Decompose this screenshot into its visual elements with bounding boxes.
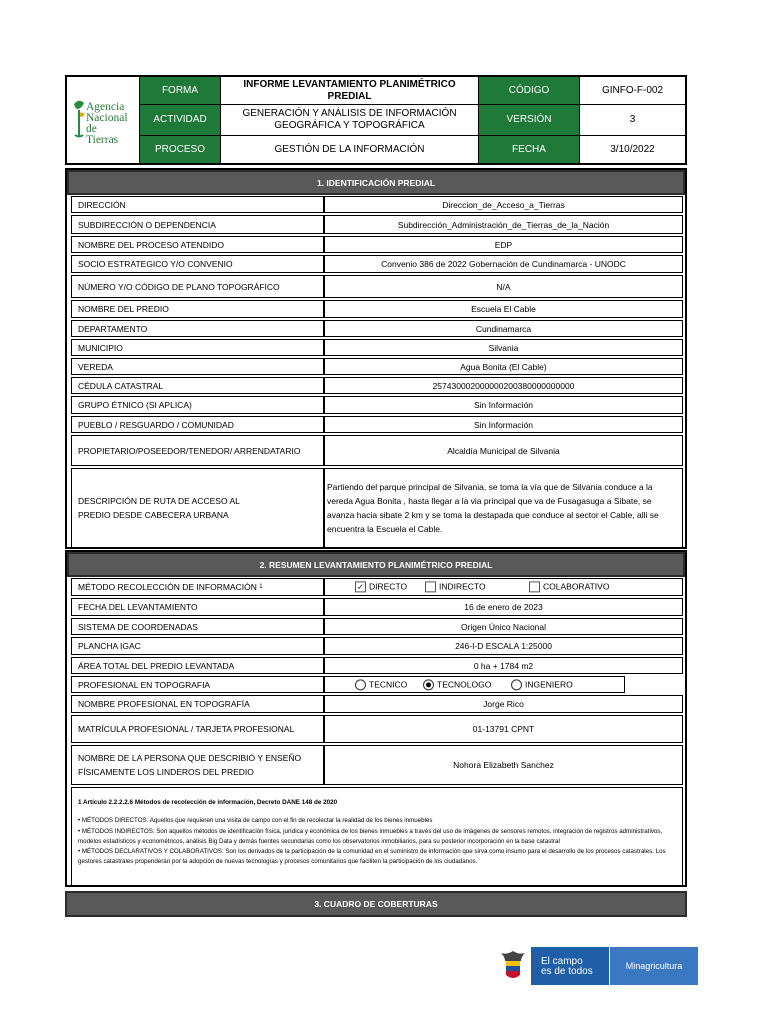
slogan-line-2: es de todos [541, 966, 593, 977]
codigo-value: GINFO-F-002 [601, 84, 664, 96]
table-row [67, 694, 685, 714]
row-label: DIRECCIÓN [71, 196, 324, 213]
section-identificacion [65, 168, 687, 549]
footnotes [71, 787, 683, 886]
table-row [67, 195, 685, 214]
table-row [67, 338, 685, 357]
logo-text-2: Nacional de [86, 112, 128, 135]
row-value: Direccion_de_Acceso_a_Tierras [324, 196, 683, 213]
slogan-box [531, 947, 609, 985]
metodo-option-indirecto[interactable]: INDIRECTO [425, 581, 486, 592]
footnote-item: • MÉTODOS INDIRECTOS: Son aquellos métodos de identificación física, jurídica y económica de los bienes inmuebles a través del uso de imágenes de sensores remotos, integración de registros administrativos, modelos estadísticos y econométricos, análisis Big Data y demás fuentes secundarias como los observatorios inmobiliarios, para su posterior incorporación en la base catastral [78, 827, 663, 845]
table-row [67, 636, 685, 656]
proceso-label: PROCESO [140, 136, 220, 163]
row-label: NOMBRE DEL PREDIO [71, 300, 324, 318]
row-value: EDP [324, 236, 683, 253]
table-row [67, 214, 685, 235]
radio-icon[interactable] [511, 679, 522, 690]
profesional-label: PROFESIONAL EN TOPOGRAFIA [71, 676, 324, 693]
row-label: MUNICIPIO [71, 339, 324, 356]
table-row [67, 617, 685, 636]
version-label: VERSIÓN [479, 105, 579, 135]
profesional-option-ingeniero[interactable]: INGENIERO [511, 679, 573, 690]
proceso-value: GESTIÓN DE LA INFORMACIÓN [274, 143, 425, 155]
checkbox-icon[interactable] [425, 582, 436, 593]
agency-logo [67, 77, 139, 163]
fecha-label: FECHA [479, 136, 579, 163]
section2-title: 2. RESUMEN LEVANTAMIENTO PLANIMÉTRICO PREDIAL [67, 552, 685, 577]
metodo-row [67, 577, 685, 597]
table-row [67, 274, 685, 299]
row-label: DEPARTAMENTO [71, 320, 324, 337]
row-label: GRUPO ÉTNICO (SI APLICA) [71, 396, 324, 414]
actividad-label: ACTIVIDAD [140, 105, 220, 135]
actividad-value: GENERACIÓN Y ANÁLISIS DE INFORMACIÓN GEOGRÁFICA Y TOPOGRÁFICA [242, 108, 457, 131]
row-value: 257430002000000200380000000000 [324, 377, 683, 394]
form-header [65, 75, 687, 165]
row-value: Origen Único Nacional [324, 618, 683, 635]
row-value: Sin Información [324, 396, 683, 414]
radio-icon[interactable] [355, 679, 366, 690]
forma-value: INFORME LEVANTAMIENTO PLANIMÉTRICO PREDIAL [243, 78, 456, 102]
row-value: Nohora Elizabeth Sanchez [324, 745, 683, 785]
row-value: Escuela El Cable [324, 300, 683, 318]
row-label: DESCRIPCIÓN DE RUTA DE ACCESO AL PREDIO DESDE CABECERA URBANA [71, 468, 324, 548]
row-label: SOCIO ESTRATEGICO Y/O CONVENIO [71, 255, 324, 273]
row-value: Convenio 386 de 2022 Gobernación de Cundinamarca - UNODC [324, 255, 683, 273]
row-value: Jorge Rico [324, 695, 683, 713]
table-row [67, 235, 685, 254]
row-value: 01-13791 CPNT [324, 715, 683, 743]
row-value: Partiendo del parque principal de Silvania, se toma la vía que de Silvania conduce a la vereda Agua Bonita , hasta llegar a la via principal que va de Fusagasuga a Sibate, se avanza hacia sibate 2 km y se toma la destapada que conduce al sector el Cable, alli se encuentra la Escuela el Cable. [324, 468, 683, 548]
row-value: Sin Información [324, 416, 683, 433]
row-label: NOMBRE PROFESIONAL EN TOPOGRAFÍA [71, 695, 324, 713]
row-value: Alcaldía Municipal de Silvania [324, 435, 683, 466]
section3-title: 3. CUADRO DE COBERTURAS [65, 891, 687, 917]
profesional-row [67, 675, 685, 694]
slogan-line-1: El campo [541, 956, 583, 967]
table-row [67, 415, 685, 434]
government-logo [495, 947, 698, 985]
row-label: FECHA DEL LEVANTAMIENTO [71, 598, 324, 616]
section1-title: 1. IDENTIFICACIÓN PREDIAL [67, 170, 685, 195]
table-row [67, 395, 685, 415]
row-value: N/A [324, 275, 683, 298]
row-value: Subdirección_Administración_de_Tierras_de_la_Nación [324, 215, 683, 234]
table-row [67, 299, 685, 319]
table-row [67, 434, 685, 467]
section-coberturas [65, 891, 687, 917]
table-row [67, 254, 685, 274]
notes-row [67, 786, 685, 887]
row-label: NOMBRE DE LA PERSONA QUE DESCRIBIÓ Y ENSEÑO FÍSICAMENTE LOS LINDEROS DEL PREDIO [71, 745, 324, 785]
row-label: ÁREA TOTAL DEL PREDIO LEVANTADA [71, 657, 324, 674]
row-label: PLANCHA IGAC [71, 637, 324, 655]
row-label: MATRÍCULA PROFESIONAL / TARJETA PROFESIONAL [71, 715, 324, 743]
logo-text-1: Agencia [86, 101, 125, 113]
version-value: 3 [629, 114, 636, 125]
table-row [67, 744, 685, 786]
table-row [67, 714, 685, 744]
table-row [67, 319, 685, 338]
row-label: SISTEMA DE COORDENADAS [71, 618, 324, 635]
logo-text-3: Tierras [86, 134, 119, 146]
row-label: NÚMERO Y/O CÓDIGO DE PLANO TOPOGRÁFICO [71, 275, 324, 298]
radio-selected-icon[interactable] [423, 679, 434, 690]
checkbox-checked-icon[interactable]: ✓ [355, 582, 366, 593]
table-row [67, 656, 685, 675]
row-value: Cundinamarca [324, 320, 683, 337]
row-value: 246-I-D ESCALA 1:25000 [324, 637, 683, 655]
row-label: NOMBRE DEL PROCESO ATENDIDO [71, 236, 324, 253]
row-label: SUBDIRECCIÓN O DEPENDENCIA [71, 215, 324, 234]
row-value: Silvania [324, 339, 683, 356]
footnote-item: • MÉTODOS DIRECTOS: Aquellos que requieren una visita de campo con el fin de recolectar la realidad de los bienes inmuebles [78, 817, 433, 825]
row-label: PROPIETARIO/POSEEDOR/TENEDOR/ ARRENDATARIO [71, 435, 324, 466]
profesional-option-tecnico[interactable]: TECNICO [355, 679, 407, 690]
checkbox-icon[interactable] [529, 582, 540, 593]
forma-label: FORMA [140, 77, 220, 104]
metodo-option-directo[interactable]: ✓ DIRECTO [355, 581, 407, 592]
coat-of-arms-icon [495, 947, 531, 985]
row-label: PUEBLO / RESGUARDO / COMUNIDAD [71, 416, 324, 433]
codigo-label: CÓDIGO [479, 77, 579, 104]
fecha-value: 3/10/2022 [610, 143, 655, 155]
section-resumen [65, 550, 687, 887]
row-value: 0 ha + 1784 m2 [324, 657, 683, 674]
profesional-option-tecnologo[interactable]: TECNOLOGO [423, 679, 491, 690]
table-row [67, 357, 685, 376]
table-row [67, 467, 685, 549]
row-value: Agua Bonita (El Cable) [324, 358, 683, 375]
row-label: VEREDA [71, 358, 324, 375]
metodo-option-colaborativo[interactable]: COLABORATIVO [529, 581, 609, 592]
metodo-label: MÉTODO RECOLECCIÓN DE INFORMACIÓN 1 [71, 578, 324, 596]
row-label: CÉDULA CATASTRAL [71, 377, 324, 394]
ministry-name: Minagricultura [610, 947, 698, 985]
profesional-options [324, 676, 625, 693]
footnote-title: 1 Artículo 2.2.2.2.6 Métodos de recolección de información, Decreto DANE 148 de 2020 [78, 799, 338, 806]
table-row [67, 376, 685, 395]
metodo-options [324, 578, 683, 596]
row-value: 16 de enero de 2023 [324, 598, 683, 616]
footnote-item: • MÉTODOS DECLARATIVOS Y COLABORATIVOS: Son los derivados de la participación de la comunidad en el suministro de información que sirva como insumo para el desarrollo de los procesos catastrales. Los gestores catastrales propenderán por la adopción de nuevas tecnologías y procesos comunitarios que faciliten la participación de los ciudadanos. [78, 848, 666, 866]
table-row [67, 597, 685, 617]
